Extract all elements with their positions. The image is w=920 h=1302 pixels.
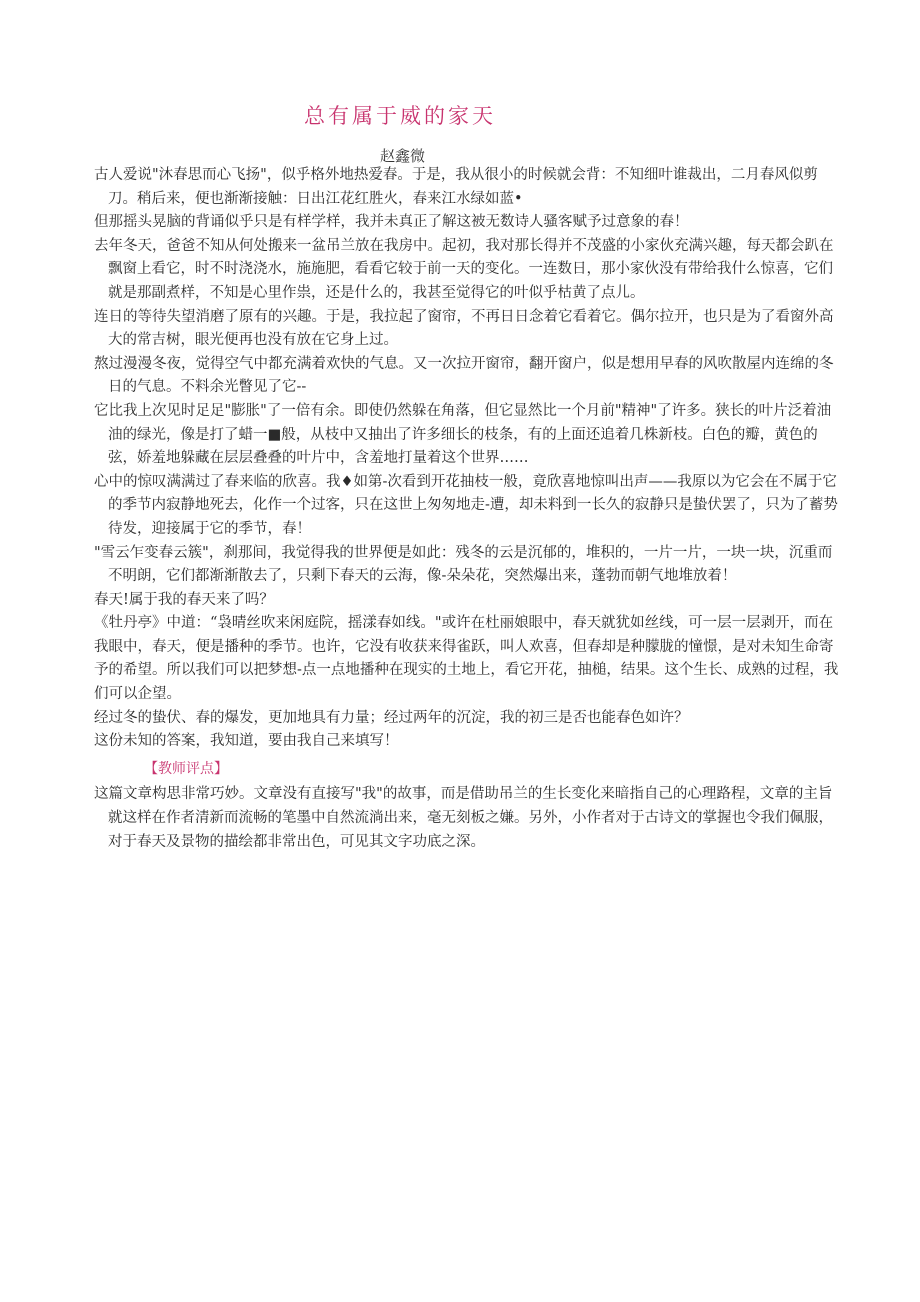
article-body (94, 164, 839, 854)
paragraph: 去年冬天，爸爸不知从何处搬来一盆吊兰放在我房中。起初，我对那长得并不茂盛的小家伙充满兴趣，每天都会趴在飘窗上看它，时不时浇浇水，施施肥，看看它较于前一天的变化。一连数日，那小家伙没有带给我什么惊喜，它们就是那副煮样，不知是心里作祟，还是什么的，我甚至觉得它的叶似乎枯黄了点儿。 (94, 237, 834, 301)
teacher-comment-text: 这篇文章构思非常巧妙。文章没有直接写"我"的故事，而是借助吊兰的生长变化来暗指自己的心理路程，文章的主旨就这样在作者清新而流畅的笔墨中自然流淌出来，毫无刻板之嫌。另外，小作者对于古诗文的掌握也令我们佩服，对于春天及景物的描绘都非常出色，可见其文字功底之深。 (94, 786, 833, 850)
paragraph: "雪云乍变春云簇"，刹那间，我觉得我的世界便是如此：残冬的云是沉郁的，堆积的，一片一片，一块一块，沉重而不明朗，它们都渐渐散去了，只剩下春天的云海，像-朵朵花，突然爆出来，蓬勃而朝气地堆放着！ (94, 544, 833, 585)
paragraph: 心中的惊叹满满过了春来临的欣喜。我♦如第-次看到开花抽枝一般，竟欣喜地惊叫出声——我原以为它会在不属于它的季节内寂静地死去，化作一个过客，只在这世上匆匆地走-遭，却未料到一长久的寂静只是蛰伏罢了，只为了蓄势待发，迎接属于它的季节，春！ (94, 473, 838, 537)
article-title: 总有属于威的家天 (304, 104, 496, 128)
paragraph: 它比我上次见时足足"膨胀"了一倍有余。即使仍然躲在角落，但它显然比一个月前"精神"了许多。狭长的叶片泛着油油的绿光，像是打了蜡一■般，从枝中又抽出了许多细长的枝条，有的上面还追着几株新枝。白色的瓣，黄色的弦，娇羞地躲藏在层层叠叠的叶片中，含羞地打量着这个世界…… (94, 402, 832, 467)
teacher-comment-heading: 【教师评点】 (144, 760, 228, 777)
paragraph: 《牡丹亭》中道：“袅晴丝吹来闲庭院，摇漾春如线。"或许在杜丽娘眼中，春天就犹如丝线，可一层一层剥开，而在我眼中，春天，便是播种的季节。也许，它没有收获来得雀跃，叫人欢喜，但春却是种朦胧的憧憬，是对未知生命寄予的希望。所以我们可以把梦想-点一点地播种在现实的土地上，看它开花，抽槌，结果。这个生长、成熟的过程，我们可以企望。 (94, 615, 839, 703)
paragraph: 古人爱说"沐春思而心飞扬"，似乎格外地热爱春。于是，我从很小的时候就会背：不知细叶谁裁出，二月春风似剪刀。稍后来，便也渐渐接触：日出江花红胜火，春来江水绿如蓝• (94, 167, 818, 207)
paragraph: 这份未知的答案，我知道，要由我自己来填写！ (94, 733, 399, 750)
paragraph: 经过冬的蛰伏、春的爆发，更加地具有力量；经过两年的沉淀，我的初三是否也能春色如许？ (94, 709, 689, 726)
paragraph: 春天!属于我的春天来了吗？ (94, 591, 274, 608)
paragraph: 熬过漫漫冬夜，觉得空气中都充满着欢快的气息。又一次拉开窗帘，翻开窗户，似是想用早春的风吹散屋内连绵的冬日的气息。不料余光瞥见了它-- (94, 355, 834, 396)
paragraph: 连日的等待失望消磨了原有的兴趣。于是，我拉起了窗帘，不再日日念着它看着它。偶尔拉开，也只是为了看窗外高大的常吉树，眼光便再也没有放在它身上过。 (94, 308, 834, 349)
article-author: 赵鑫微 (380, 147, 426, 165)
paragraph: 但那摇头晃脑的背诵似乎只是有样学样，我并未真正了解这被无数诗人骚客赋予过意象的春！ (94, 214, 689, 231)
